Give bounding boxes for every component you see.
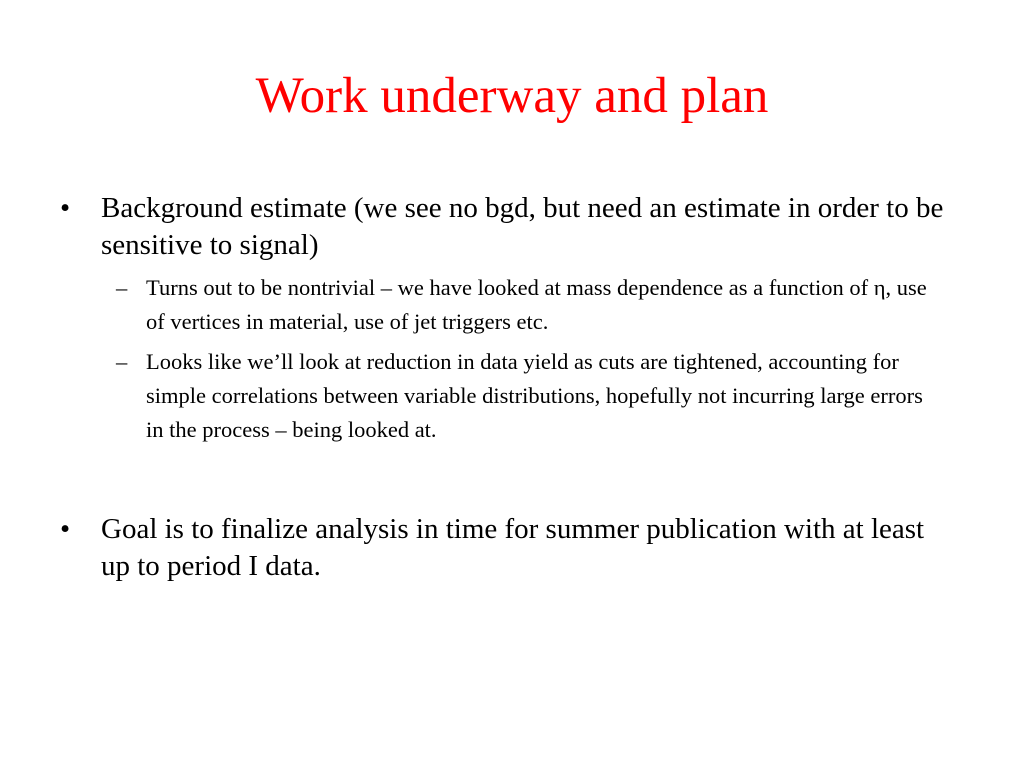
bullet-item-background-estimate [0, 190, 1024, 453]
bullet-marker: • [60, 192, 71, 224]
sub-bullet-list [0, 271, 1024, 447]
sub-bullet-text: Turns out to be nontrivial – we have looked at mass dependence as a function of η, use of vertices in material, use of jet triggers etc. [146, 275, 927, 334]
bullet-marker: • [60, 513, 71, 545]
sub-bullet-text: Looks like we’ll look at reduction in data yield as cuts are tightened, accounting for simple correlations between variable distributions, hopefully not incurring large errors in the process – being looked at. [146, 349, 923, 442]
bullet-level-1 [0, 511, 951, 585]
sub-bullet-item-nontrivial [0, 271, 941, 339]
bullet-text: Background estimate (we see no bgd, but need an estimate in order to be sensitive to signal) [101, 192, 944, 261]
dash-marker: – [116, 349, 128, 374]
slide-title: Work underway and plan [255, 68, 769, 124]
sub-bullet-item-data-yield [0, 345, 941, 447]
bullet-level-1 [0, 190, 951, 264]
bullet-item-goal [0, 511, 1024, 585]
dash-marker: – [116, 275, 128, 300]
bullet-text: Goal is to finalize analysis in time for summer publication with at least up to period I data. [101, 513, 925, 582]
